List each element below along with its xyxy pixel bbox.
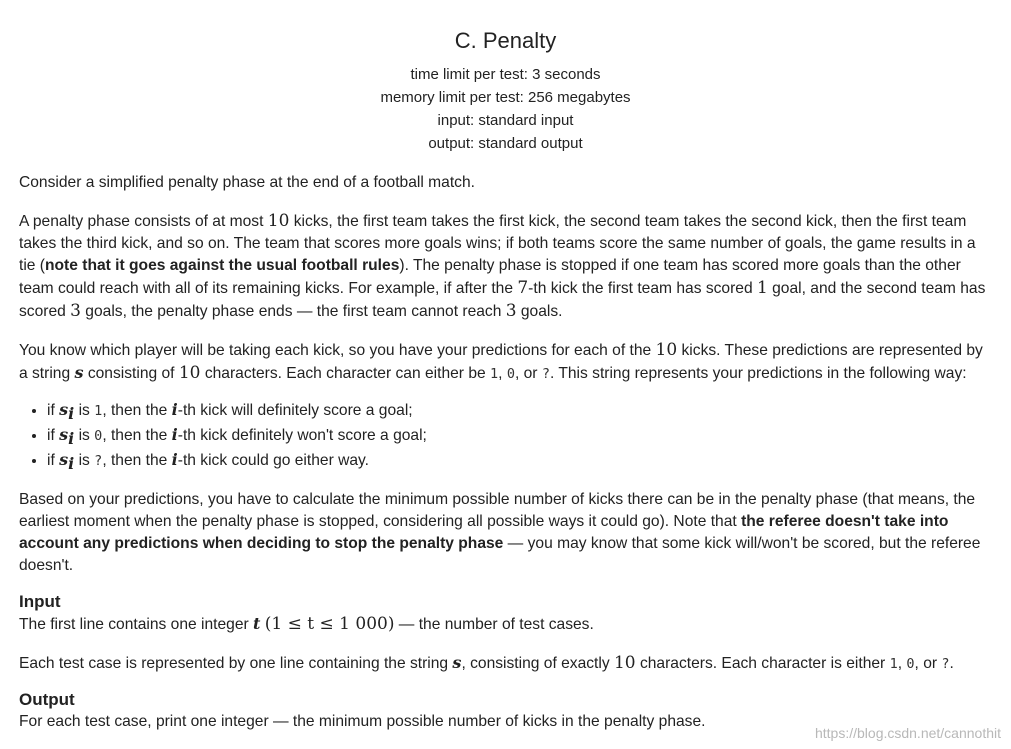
code-char: 1 xyxy=(94,403,103,419)
text: , then the xyxy=(102,427,172,444)
text: if xyxy=(47,402,60,419)
input-paragraph-1 xyxy=(19,613,994,636)
text: Based on your predictions, you have to calculate the minimum possible number of kicks there can be in the penalty phase (that means, the earliest moment when the penalty phase is stopped, considering all possible ways it could go). Note that xyxy=(19,491,976,530)
code-char: 0 xyxy=(94,428,103,444)
prediction-rules-list xyxy=(19,398,994,473)
math-number: 10 xyxy=(178,363,201,383)
math-variable: t xyxy=(253,614,261,633)
bold-text: the referee doesn't take into account any predictions when deciding to stop the penalty phase xyxy=(19,513,949,552)
text: . This string represents your predictions in the following way: xyxy=(549,365,967,382)
text: is xyxy=(74,452,95,469)
text: goals, the penalty phase ends — the first team cannot reach xyxy=(80,303,506,320)
list-item xyxy=(47,423,994,448)
text: The first line contains one integer xyxy=(19,616,254,633)
math-variable: i xyxy=(171,400,178,419)
watermark: https://blog.csdn.net/cannothit xyxy=(814,725,1001,741)
text: , or xyxy=(914,655,942,672)
code-char: 1 xyxy=(490,366,499,382)
text: is xyxy=(74,402,95,419)
math-number: 10 xyxy=(655,340,678,360)
text: Each test case is represented by one line containing the string xyxy=(19,655,453,672)
code-char: 1 xyxy=(889,656,898,672)
text: kicks. These predictions are represented by a string xyxy=(19,342,983,382)
math-variable: s xyxy=(452,653,462,672)
problem-header xyxy=(0,27,1011,155)
math-variable: s xyxy=(59,450,69,469)
statement-paragraph-4 xyxy=(19,489,994,577)
math-subscript: i xyxy=(68,454,75,473)
text: -th kick will definitely score a goal; xyxy=(177,402,413,419)
list-item xyxy=(47,448,994,473)
text: characters. Each character can either be xyxy=(200,365,490,382)
text: -th kick definitely won't score a goal; xyxy=(177,427,427,444)
text: is xyxy=(74,427,95,444)
text: -th kick the first team has scored xyxy=(528,280,757,297)
math-number: 10 xyxy=(613,653,636,673)
list-item xyxy=(47,398,994,423)
problem-title: C. Penalty xyxy=(454,28,557,53)
output-paragraph-1: For each test case, print one integer — the minimum possible number of kicks in the penalty phase. xyxy=(19,713,706,730)
text: , or xyxy=(514,365,542,382)
text: — you may know that some kick will/won't be scored, but the referee doesn't. xyxy=(19,535,981,574)
math-variable: s xyxy=(74,363,84,382)
code-char: 0 xyxy=(506,366,515,382)
math-number: 3 xyxy=(70,301,81,321)
statement-paragraph-1: Consider a simplified penalty phase at the end of a football match. xyxy=(19,174,475,191)
math-subscript: i xyxy=(68,429,75,448)
code-char: 0 xyxy=(906,656,915,672)
output-section-title: Output xyxy=(19,690,75,709)
text: , xyxy=(897,655,907,672)
input-section-title: Input xyxy=(19,592,61,611)
code-char: ? xyxy=(541,366,550,382)
text: , then the xyxy=(102,402,172,419)
time-limit: time limit per test: 3 seconds xyxy=(410,66,601,83)
input-spec: input: standard input xyxy=(437,112,574,129)
math-number: 1 xyxy=(756,278,768,298)
text: You know which player will be taking each kick, so you have your predictions for each of the xyxy=(19,342,656,359)
text: characters. Each character is either xyxy=(635,655,890,672)
text: — the number of test cases. xyxy=(394,616,594,633)
text: , xyxy=(498,365,507,382)
output-spec: output: standard output xyxy=(428,135,583,152)
math-number: 3 xyxy=(505,301,517,321)
text: goal, and the second team has scored xyxy=(19,280,986,320)
math-variable: s xyxy=(59,400,69,419)
text: ). The penalty phase is stopped if one team has scored more goals than the other team could reach with all of its remaining kicks. For example, if after the xyxy=(19,257,961,297)
text: , then the xyxy=(102,452,172,469)
text: A penalty phase consists of at most xyxy=(19,213,268,230)
text: goals. xyxy=(516,303,563,320)
statement-paragraph-3 xyxy=(19,339,994,385)
code-char: ? xyxy=(941,656,950,672)
text: if xyxy=(47,452,60,469)
text: consisting of xyxy=(83,365,179,382)
code-char: ? xyxy=(94,453,103,469)
math-variable: i xyxy=(171,450,178,469)
text: if xyxy=(47,427,60,444)
text: . xyxy=(949,655,954,672)
math-subscript: i xyxy=(68,404,75,423)
math-expression: (1 ≤ t ≤ 1 000) xyxy=(264,614,395,634)
math-variable: s xyxy=(59,425,69,444)
input-paragraph-2 xyxy=(19,652,994,675)
problem-statement xyxy=(19,172,994,733)
math-number: 10 xyxy=(267,211,290,231)
memory-limit: memory limit per test: 256 megabytes xyxy=(380,89,631,106)
text: , consisting of exactly xyxy=(461,655,614,672)
text: kicks, the first team takes the first kick, the second team takes the second kick, then the first team takes the third kick, and so on. The team that scores more goals wins; if both teams score the same number of goals, the game results in a tie ( xyxy=(19,213,976,274)
text: -th kick could go either way. xyxy=(177,452,370,469)
math-variable: i xyxy=(171,425,178,444)
math-number: 7 xyxy=(517,278,529,298)
bold-text: note that it goes against the usual football rules xyxy=(45,257,400,274)
statement-paragraph-2 xyxy=(19,210,994,323)
